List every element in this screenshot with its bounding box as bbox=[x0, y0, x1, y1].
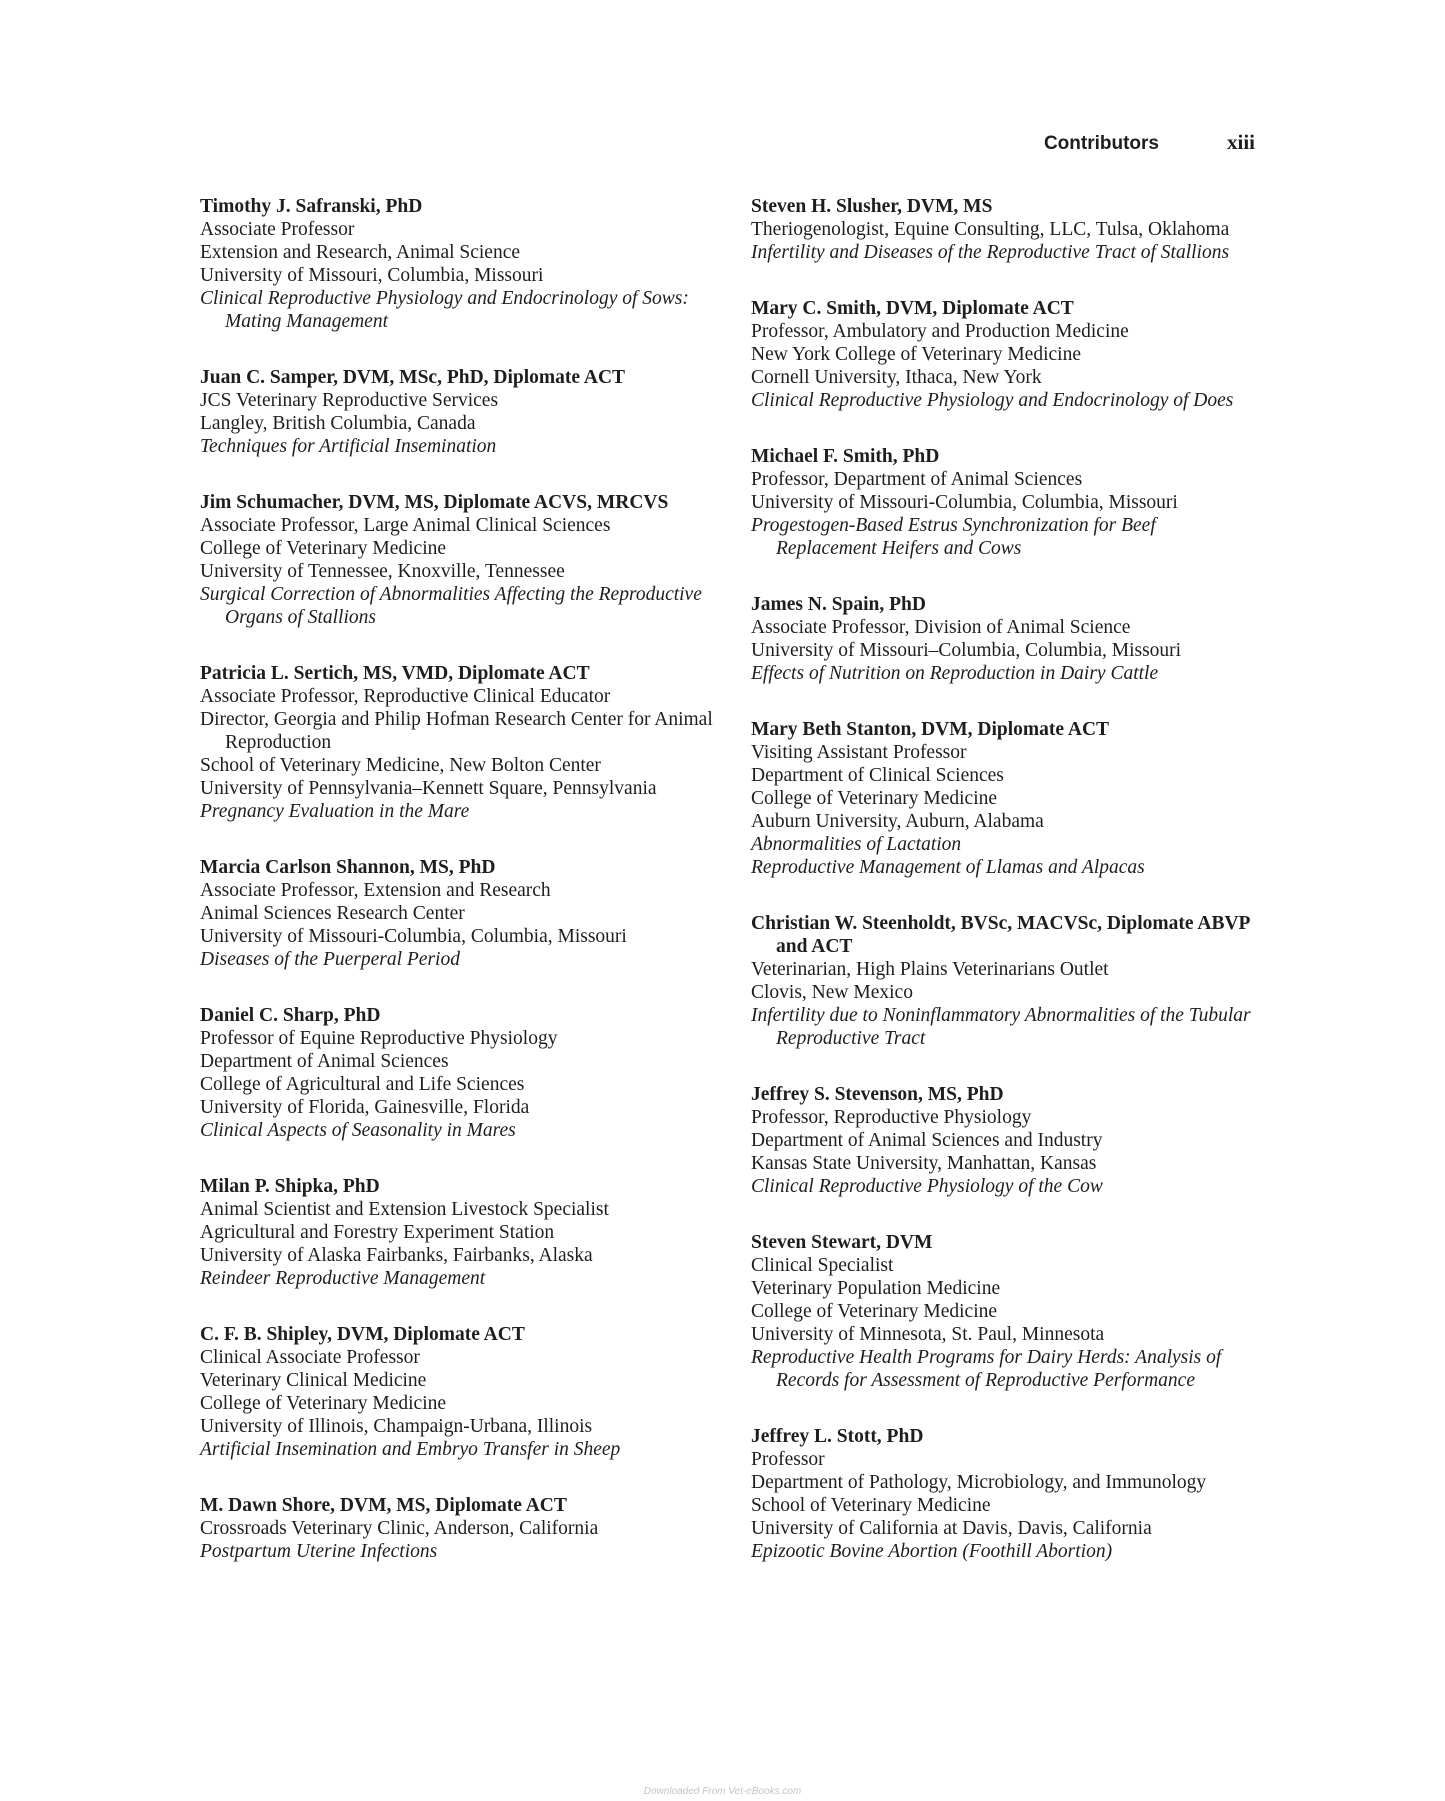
contributor-name: Mary C. Smith, DVM, Diplomate ACT bbox=[751, 298, 1074, 319]
contributor-affiliation: School of Veterinary Medicine bbox=[751, 1495, 991, 1516]
contributor-affiliation: University of California at Davis, Davis, California bbox=[751, 1518, 1152, 1539]
contributor-entry bbox=[200, 1494, 720, 1563]
contributor-entry bbox=[751, 1425, 1261, 1563]
contributor-entry bbox=[200, 1004, 720, 1142]
contributor-affiliation: Clinical Specialist bbox=[751, 1255, 894, 1276]
contributor-affiliation: Clinical Associate Professor bbox=[200, 1347, 420, 1368]
chapter-title: Postpartum Uterine Infections bbox=[200, 1541, 438, 1562]
chapter-title: Reindeer Reproductive Management bbox=[200, 1268, 486, 1289]
contributor-entry bbox=[200, 856, 720, 971]
contributor-affiliation: College of Veterinary Medicine bbox=[200, 1393, 447, 1414]
contributor-entry bbox=[200, 491, 720, 629]
contributor-affiliation: Clovis, New Mexico bbox=[751, 982, 913, 1003]
contributor-affiliation: Professor, Ambulatory and Production Medicine bbox=[751, 321, 1129, 342]
contributor-name: Daniel C. Sharp, PhD bbox=[200, 1005, 381, 1026]
chapter-title: Reproductive Management of Llamas and Alpacas bbox=[751, 857, 1145, 878]
contributor-entry bbox=[751, 1231, 1261, 1392]
contributor-name: James N. Spain, PhD bbox=[751, 594, 926, 615]
contributor-name: C. F. B. Shipley, DVM, Diplomate ACT bbox=[200, 1324, 525, 1345]
contributor-name: Juan C. Samper, DVM, MSc, PhD, Diplomate ACT bbox=[200, 367, 626, 388]
contributor-entry bbox=[200, 1323, 720, 1461]
contributor-affiliation: University of Tennessee, Knoxville, Tennessee bbox=[200, 561, 565, 582]
chapter-title: Effects of Nutrition on Reproduction in Dairy Cattle bbox=[751, 663, 1159, 684]
contributor-affiliation: JCS Veterinary Reproductive Services bbox=[200, 390, 499, 411]
contributor-affiliation: Animal Scientist and Extension Livestock Specialist bbox=[200, 1199, 609, 1220]
contributor-affiliation: Visiting Assistant Professor bbox=[751, 742, 967, 763]
contributor-affiliation: Kansas State University, Manhattan, Kansas bbox=[751, 1153, 1097, 1174]
contributor-affiliation: Veterinarian, High Plains Veterinarians Outlet bbox=[751, 959, 1109, 980]
chapter-title: Progestogen-Based Estrus Synchronization for Beef Replacement Heifers and Cows bbox=[751, 515, 1156, 559]
contributor-affiliation: Department of Pathology, Microbiology, and Immunology bbox=[751, 1472, 1207, 1493]
contributor-affiliation: University of Missouri–Columbia, Columbia, Missouri bbox=[751, 640, 1182, 661]
contributor-name: Steven Stewart, DVM bbox=[751, 1232, 933, 1253]
contributor-affiliation: Veterinary Clinical Medicine bbox=[200, 1370, 427, 1391]
contributor-affiliation: Professor bbox=[751, 1449, 825, 1470]
section-title: Contributors bbox=[1043, 133, 1159, 154]
contributor-affiliation: University of Missouri-Columbia, Columbia, Missouri bbox=[751, 492, 1178, 513]
contributor-affiliation: Director, Georgia and Philip Hofman Research Center for Animal Reproduction bbox=[200, 709, 713, 753]
contributor-affiliation: University of Pennsylvania–Kennett Square, Pennsylvania bbox=[200, 778, 657, 799]
contributor-affiliation: Department of Animal Sciences bbox=[200, 1051, 449, 1072]
contributor-affiliation: Associate Professor, Division of Animal Science bbox=[751, 617, 1131, 638]
contributor-entry bbox=[751, 195, 1261, 264]
contributor-affiliation: Veterinary Population Medicine bbox=[751, 1278, 1001, 1299]
chapter-title: Techniques for Artificial Insemination bbox=[200, 436, 497, 457]
contributor-name: Christian W. Steenholdt, BVSc, MACVSc, Diplomate ABVP and ACT bbox=[751, 913, 1250, 957]
contributor-affiliation: Associate Professor bbox=[200, 219, 355, 240]
contributor-entry bbox=[200, 662, 720, 823]
contributor-affiliation: Professor, Reproductive Physiology bbox=[751, 1107, 1032, 1128]
contributor-affiliation: Langley, British Columbia, Canada bbox=[200, 413, 476, 434]
contributor-name: Patricia L. Sertich, MS, VMD, Diplomate ACT bbox=[200, 663, 590, 684]
chapter-title: Clinical Reproductive Physiology and Endocrinology of Sows: Mating Management bbox=[200, 288, 689, 332]
chapter-title: Clinical Aspects of Seasonality in Mares bbox=[200, 1120, 516, 1141]
contributor-affiliation: College of Agricultural and Life Sciences bbox=[200, 1074, 525, 1095]
contributor-affiliation: Department of Clinical Sciences bbox=[751, 765, 1004, 786]
chapter-title: Epizootic Bovine Abortion (Foothill Abortion) bbox=[751, 1541, 1113, 1562]
contributor-affiliation: Auburn University, Auburn, Alabama bbox=[751, 811, 1044, 832]
contributor-name: Marcia Carlson Shannon, MS, PhD bbox=[200, 857, 496, 878]
contributor-affiliation: Crossroads Veterinary Clinic, Anderson, California bbox=[200, 1518, 599, 1539]
contributor-entry bbox=[200, 366, 720, 458]
chapter-title: Reproductive Health Programs for Dairy Herds: Analysis of Records for Assessment of Reproductive Performance bbox=[751, 1347, 1222, 1391]
contributor-affiliation: Agricultural and Forestry Experiment Station bbox=[200, 1222, 555, 1243]
chapter-title: Infertility due to Noninflammatory Abnormalities of the Tubular Reproductive Tract bbox=[751, 1005, 1251, 1049]
contributor-affiliation: School of Veterinary Medicine, New Bolton Center bbox=[200, 755, 601, 776]
footer-watermark: Downloaded From Vet-eBooks.com bbox=[643, 1786, 802, 1797]
contributor-affiliation: Department of Animal Sciences and Industry bbox=[751, 1130, 1103, 1151]
chapter-title: Artificial Insemination and Embryo Transfer in Sheep bbox=[200, 1439, 621, 1460]
contributor-entry bbox=[200, 195, 720, 333]
contributor-name: M. Dawn Shore, DVM, MS, Diplomate ACT bbox=[200, 1495, 567, 1516]
contributor-entry bbox=[751, 593, 1261, 685]
contributor-affiliation: Theriogenologist, Equine Consulting, LLC, Tulsa, Oklahoma bbox=[751, 219, 1230, 240]
chapter-title: Pregnancy Evaluation in the Mare bbox=[200, 801, 470, 822]
contributor-affiliation: New York College of Veterinary Medicine bbox=[751, 344, 1081, 365]
contributor-affiliation: Associate Professor, Large Animal Clinical Sciences bbox=[200, 515, 611, 536]
contributor-affiliation: Professor, Department of Animal Sciences bbox=[751, 469, 1083, 490]
contributor-affiliation: College of Veterinary Medicine bbox=[751, 1301, 998, 1322]
contributor-affiliation: Professor of Equine Reproductive Physiology bbox=[200, 1028, 558, 1049]
chapter-title: Surgical Correction of Abnormalities Affecting the Reproductive Organs of Stallions bbox=[200, 584, 702, 628]
chapter-title: Clinical Reproductive Physiology of the Cow bbox=[751, 1176, 1103, 1197]
left-column bbox=[200, 195, 720, 1596]
contributor-entry bbox=[751, 445, 1261, 560]
contributor-entry bbox=[751, 1083, 1261, 1198]
contributor-entry bbox=[200, 1175, 720, 1290]
contributor-affiliation: Associate Professor, Extension and Research bbox=[200, 880, 551, 901]
contributor-affiliation: Animal Sciences Research Center bbox=[200, 903, 465, 924]
contributor-name: Jeffrey S. Stevenson, MS, PhD bbox=[751, 1084, 1004, 1105]
contributor-affiliation: University of Missouri, Columbia, Missouri bbox=[200, 265, 544, 286]
contributor-name: Jim Schumacher, DVM, MS, Diplomate ACVS, MRCVS bbox=[200, 492, 669, 513]
contributor-name: Milan P. Shipka, PhD bbox=[200, 1176, 380, 1197]
contributor-entry bbox=[751, 297, 1261, 412]
contributor-name: Michael F. Smith, PhD bbox=[751, 446, 940, 467]
contributor-name: Jeffrey L. Stott, PhD bbox=[751, 1426, 924, 1447]
contributor-entry bbox=[751, 912, 1261, 1050]
contributor-name: Mary Beth Stanton, DVM, Diplomate ACT bbox=[751, 719, 1110, 740]
chapter-title: Clinical Reproductive Physiology and Endocrinology of Does bbox=[751, 390, 1234, 411]
chapter-title: Abnormalities of Lactation bbox=[751, 834, 962, 855]
contributor-affiliation: University of Minnesota, St. Paul, Minnesota bbox=[751, 1324, 1105, 1345]
contributor-affiliation: University of Missouri-Columbia, Columbia, Missouri bbox=[200, 926, 627, 947]
contributor-affiliation: University of Illinois, Champaign-Urbana, Illinois bbox=[200, 1416, 593, 1437]
contributor-affiliation: College of Veterinary Medicine bbox=[751, 788, 998, 809]
contributor-name: Steven H. Slusher, DVM, MS bbox=[751, 196, 993, 217]
contributor-name: Timothy J. Safranski, PhD bbox=[200, 196, 423, 217]
contributor-affiliation: University of Alaska Fairbanks, Fairbanks, Alaska bbox=[200, 1245, 593, 1266]
chapter-title: Infertility and Diseases of the Reproductive Tract of Stallions bbox=[751, 242, 1230, 263]
page-number: xiii bbox=[1226, 130, 1255, 154]
contributor-affiliation: Cornell University, Ithaca, New York bbox=[751, 367, 1042, 388]
contributor-affiliation: Extension and Research, Animal Science bbox=[200, 242, 521, 263]
contributor-affiliation: University of Florida, Gainesville, Florida bbox=[200, 1097, 530, 1118]
contributor-affiliation: Associate Professor, Reproductive Clinical Educator bbox=[200, 686, 611, 707]
chapter-title: Diseases of the Puerperal Period bbox=[200, 949, 460, 970]
running-head bbox=[1044, 130, 1255, 155]
contributor-entry bbox=[751, 718, 1261, 879]
contributor-affiliation: College of Veterinary Medicine bbox=[200, 538, 447, 559]
right-column bbox=[751, 195, 1261, 1596]
